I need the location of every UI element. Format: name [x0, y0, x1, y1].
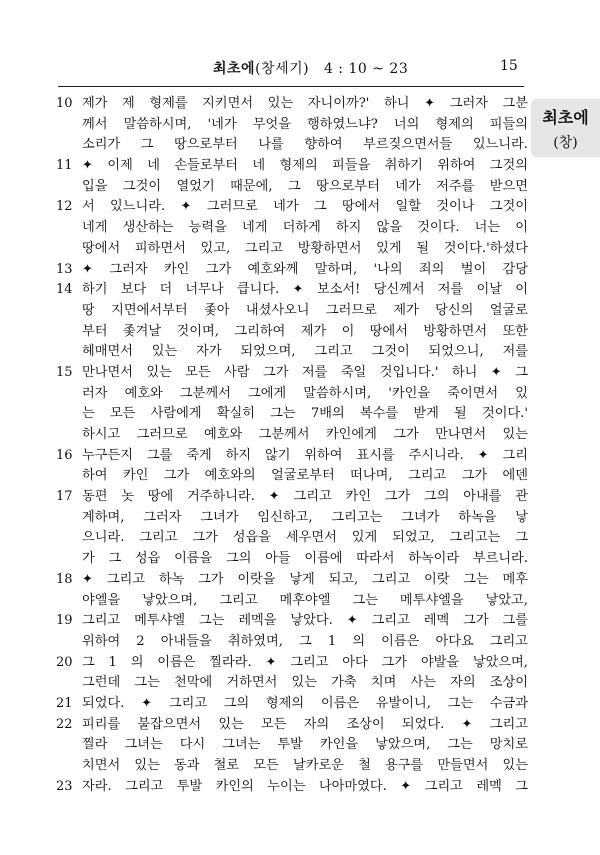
side-tab — [531, 99, 600, 157]
running-header — [0, 58, 600, 82]
line-text: 그런데 그는 천막에 거하면서 있는 가축 치며 사는 자의 조상이 — [82, 675, 528, 691]
text-line — [58, 487, 528, 508]
text-line — [58, 342, 528, 363]
line-text: 네게 생산하는 능력을 네게 더하게 하지 않을 것이다. 너는 이 — [82, 220, 528, 236]
line-text: 소리가 그 땅으로부터 나를 향하여 부르짖으면서들 있느니라. — [82, 137, 528, 153]
line-text: 찔라 그녀는 다시 그녀는 투발 카인을 낳았으며, 그는 망치로 — [82, 737, 528, 753]
text-line — [58, 611, 528, 632]
line-text: 하기 보다 더 너무나 큽니다. ✦ 보소서! 당신께서 저를 이날 이 — [82, 282, 528, 298]
page-number: 15 — [500, 58, 518, 74]
line-text: 되었다. ✦ 그리고 그의 형제의 이름은 유발이니, 그는 수금과 — [82, 695, 528, 711]
line-text: 피리를 불잡으면서 있는 모든 자의 조상이 되었다. ✦ 그리고 — [82, 716, 528, 732]
header-reference: 4 : 10 ~ 23 — [323, 61, 409, 77]
verse-number: 10 — [56, 96, 73, 111]
text-line — [58, 777, 528, 798]
text-line — [58, 280, 528, 301]
line-text: 러자 예호와 그분께서 그에게 말씀하시며, '카인을 죽이면서 있 — [82, 385, 528, 401]
verse-number: 18 — [56, 571, 73, 587]
text-line — [58, 756, 528, 777]
line-text: 는 모든 사람에게 확실히 그는 7배의 복수를 받게 될 것이다.' — [82, 406, 528, 422]
scripture-text — [58, 94, 528, 797]
verse-number: 11 — [56, 158, 73, 174]
verse-number: 17 — [56, 489, 73, 505]
text-line — [58, 425, 528, 446]
line-text: 서 있느니라. ✦ 그러므로 네가 그 땅에서 일할 것이나 그것이 — [82, 199, 528, 215]
text-line — [58, 632, 528, 653]
verse-number: 13 — [56, 261, 73, 277]
line-text: 하여 카인 그가 예호와의 얼굴로부터 떠나며, 그리고 그가 에덴 — [82, 468, 528, 484]
text-line — [58, 177, 528, 198]
text-line — [58, 156, 528, 177]
verse-number: 16 — [56, 447, 73, 463]
header-title — [213, 58, 408, 78]
text-line — [58, 384, 528, 405]
text-line — [58, 135, 528, 156]
line-text: 자라. 그리고 투발 카인의 누이는 나아마였다. ✦ 그리고 레멕 그 — [82, 778, 528, 794]
text-line — [58, 94, 528, 115]
text-line — [58, 197, 528, 218]
text-line — [58, 528, 528, 549]
text-line — [58, 446, 528, 467]
text-line — [58, 239, 528, 260]
text-line — [58, 715, 528, 736]
verse-number: 21 — [56, 695, 73, 711]
text-line — [58, 260, 528, 281]
text-line — [58, 549, 528, 570]
text-line — [58, 591, 528, 612]
line-text: 으니라. 그리고 그가 성읍을 세우면서 있게 되었고, 그리고는 그 — [82, 530, 528, 546]
text-line — [58, 570, 528, 591]
line-text: 헤매면서 있는 자가 되었으며, 그리고 그것이 되었으니, 저를 — [82, 344, 528, 360]
text-line — [58, 735, 528, 756]
line-text: 치면서 있는 동과 철로 모든 날카로운 철 용구를 만들면서 있는 — [82, 758, 528, 773]
line-text: 께서 말씀하시며, '네가 무엇을 행하였느냐? 너의 형제의 피들의 — [82, 116, 528, 132]
line-text: 누구든지 그를 죽게 하지 않기 위하여 표시를 주시니라. ✦ 그리 — [82, 447, 528, 463]
line-text: 그 1 의 이름은 찔라라. ✦ 그리고 아다 그가 야발을 낳았으며, — [82, 654, 528, 670]
line-text: 땅 지면에서부터 좇아 내셨사오니 그러므로 제가 당신의 얼굴로 — [82, 302, 528, 318]
line-text: 제가 제 형제를 지키면서 있는 자니이까?' 하니 ✦ 그러자 그분 — [82, 96, 528, 111]
line-text: 입을 그것이 열었기 때문에, 그 땅으로부터 네가 저주를 받으면 — [82, 178, 528, 194]
text-line — [58, 322, 528, 343]
verse-number: 22 — [56, 716, 73, 732]
text-line — [58, 508, 528, 529]
text-line — [58, 115, 528, 136]
verse-number: 12 — [56, 199, 73, 215]
verse-number: 20 — [56, 654, 73, 670]
text-line — [58, 673, 528, 694]
line-text: 그리고 메투샤엘 그는 레멕을 낳았다. ✦ 그리고 레멕 그가 그를 — [82, 613, 528, 629]
line-text: 위하여 2 아내들을 취하였며, 그 1 의 이름은 아다요 그리고 — [82, 633, 528, 649]
header-book-title: 최초에 — [213, 61, 256, 77]
verse-number: 15 — [56, 364, 73, 380]
text-line — [58, 301, 528, 322]
verse-number: 14 — [56, 282, 73, 298]
line-text: 하시고 그러므로 예호와 그분께서 카인에게 그가 만나면서 있는 — [82, 427, 528, 442]
header-rule — [58, 86, 524, 87]
text-line — [58, 218, 528, 239]
side-tab-abbr: (창) — [553, 135, 578, 151]
line-text: ✦ 그러자 카인 그가 예호와께 말하며, '나의 죄의 벌이 감당 — [82, 261, 528, 277]
line-text: 땅에서 피하면서 있고, 그리고 방황하면서 있게 될 것이다.'하셨다 — [82, 240, 528, 256]
line-text: 가 그 성읍 이름을 그의 아들 이름에 따라서 하녹이라 부르니라. — [82, 551, 528, 567]
header-book-paren: (창세기) — [255, 61, 310, 77]
text-line — [58, 404, 528, 425]
text-line — [58, 694, 528, 715]
text-line — [58, 363, 528, 384]
line-text: 계하며, 그러자 그녀가 임신하고, 그리고는 그녀가 하녹을 낳 — [82, 509, 528, 525]
line-text: ✦ 이제 네 손들로부터 네 형제의 피들을 취하기 위하여 그것의 — [82, 158, 528, 174]
text-line — [58, 653, 528, 674]
line-text: 부터 좇겨날 것이며, 그리하여 제가 이 땅에서 방황하면서 또한 — [82, 323, 528, 339]
line-text: 야엘을 낳았으며, 그리고 메후야엘 그는 메투샤엘을 낳았고, — [82, 592, 528, 608]
verse-number: 19 — [56, 613, 73, 629]
text-line — [58, 466, 528, 487]
line-text: ✦ 그리고 하녹 그가 이랏을 낳게 되고, 그리고 이랏 그는 메후 — [82, 571, 528, 587]
verse-number: 23 — [56, 778, 73, 794]
side-tab-title: 최초에 — [542, 108, 589, 127]
line-text: 동편 놋 땅에 거주하니라. ✦ 그리고 카인 그가 그의 아내를 관 — [82, 489, 528, 505]
line-text: 만나면서 있는 모든 사람 그가 저를 죽일 것입니다.' 하니 ✦ 그 — [82, 364, 528, 380]
